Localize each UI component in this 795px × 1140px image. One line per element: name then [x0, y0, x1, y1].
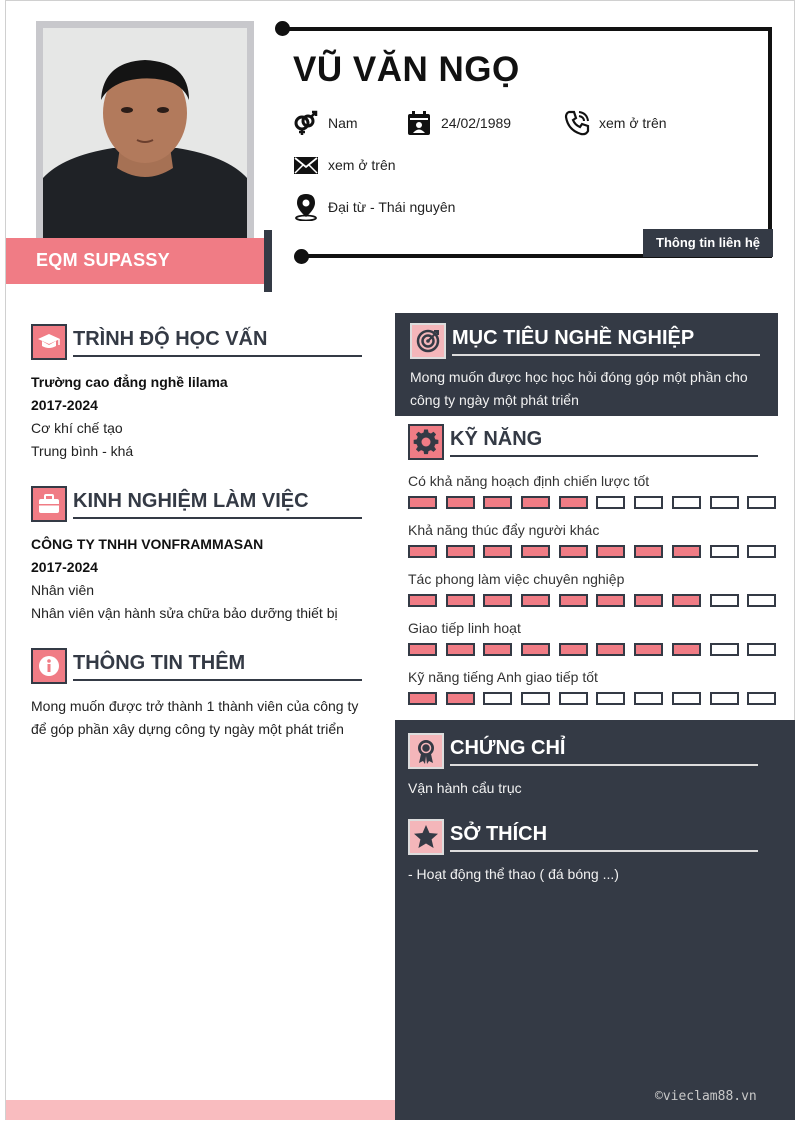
skill-segment-filled [634, 643, 663, 656]
experience-position: Nhân viên [31, 582, 95, 598]
avatar [43, 28, 247, 240]
skill-segment-filled [483, 643, 512, 656]
full-name: VŨ VĂN NGỌ [293, 50, 520, 89]
skill-segment-filled [672, 643, 701, 656]
skill-segment-filled [634, 594, 663, 607]
gear-icon [408, 424, 444, 460]
skill-segment-empty [634, 692, 663, 705]
calendar-icon [405, 109, 433, 137]
skill-segment-filled [483, 594, 512, 607]
skill-segment-filled [521, 594, 550, 607]
skill-segment-filled [521, 643, 550, 656]
skill-segment-filled [521, 496, 550, 509]
skill-segment-empty [747, 545, 776, 558]
skill-segment-filled [408, 496, 437, 509]
certificates-header [408, 733, 758, 769]
skill-segment-empty [596, 692, 625, 705]
watermark: ©vieclam88.vn [655, 1089, 757, 1104]
education-major: Cơ khí chế tạo [31, 420, 123, 436]
certificates-title: CHỨNG CHỈ [450, 737, 758, 766]
skill-segment-filled [483, 496, 512, 509]
experience-company: CÔNG TY TNHH VONFRAMMASAN [31, 536, 264, 552]
dob-info [405, 109, 511, 137]
brand-name: EQM SUPASSY [36, 250, 170, 270]
objective-text: Mong muốn được học học hỏi đóng góp một phần cho công ty ngày một phát triển [410, 369, 748, 408]
brand-accent [264, 230, 272, 292]
skill-segment-empty [710, 545, 739, 558]
skill-segment-filled [596, 643, 625, 656]
skill-segment-empty [559, 692, 588, 705]
email-info [292, 151, 396, 179]
education-school: Trường cao đẳng nghề lilama [31, 374, 228, 390]
skill-segment-filled [446, 594, 475, 607]
skill-segment-empty [747, 692, 776, 705]
hobbies-header [408, 819, 758, 855]
hobbies-title: SỞ THÍCH [450, 823, 758, 852]
header-top-line [282, 27, 772, 31]
skill-segment-empty [710, 594, 739, 607]
objective-title: MỤC TIÊU NGHỀ NGHIỆP [452, 327, 760, 356]
skill-segment-filled [446, 643, 475, 656]
graduation-cap-icon [31, 324, 67, 360]
header-bottom-dot [294, 249, 309, 264]
skill-segment-empty [747, 594, 776, 607]
additional-title: THÔNG TIN THÊM [73, 652, 362, 681]
skill-segment-filled [521, 545, 550, 558]
gender-info [292, 109, 358, 137]
skill-bar [408, 594, 785, 607]
skill-bar [408, 545, 785, 558]
skill-bar [408, 496, 785, 509]
skill-segment-filled [483, 545, 512, 558]
skill-segment-empty [483, 692, 512, 705]
experience-header [31, 486, 362, 522]
certificates-text: Vận hành cẩu trục [408, 780, 522, 796]
phone-icon [563, 109, 591, 137]
contact-tag: Thông tin liên hệ [643, 229, 773, 257]
skill-segment-empty [747, 643, 776, 656]
skill-segment-filled [559, 496, 588, 509]
skill-segment-empty [710, 496, 739, 509]
hobbies-text: - Hoạt động thể thao ( đá bóng ...) [408, 866, 619, 882]
header-right-line [768, 27, 772, 257]
target-icon [410, 323, 446, 359]
skill-segment-filled [408, 594, 437, 607]
skill-label: Khả năng thúc đẩy người khác [408, 522, 600, 538]
skill-segment-filled [408, 545, 437, 558]
skill-label: Kỹ năng tiếng Anh giao tiếp tốt [408, 669, 598, 685]
gender-icon [292, 109, 320, 137]
experience-title: KINH NGHIỆM LÀM VIỆC [73, 490, 362, 519]
education-grade: Trung bình - khá [31, 443, 134, 459]
skill-label: Giao tiếp linh hoạt [408, 620, 521, 636]
skill-segment-filled [672, 594, 701, 607]
experience-years: 2017-2024 [31, 559, 98, 575]
phone-value: xem ở trên [599, 115, 667, 131]
address-value: Đại từ - Thái nguyên [328, 199, 456, 215]
skill-label: Có khả năng hoạch định chiến lược tốt [408, 473, 650, 489]
skill-segment-filled [596, 594, 625, 607]
experience-description: Nhân viên vận hành sửa chữa bảo dưỡng thiết bị [31, 605, 338, 621]
envelope-icon [292, 151, 320, 179]
skill-segment-filled [446, 545, 475, 558]
skill-segment-empty [747, 496, 776, 509]
skills-title: KỸ NĂNG [450, 428, 758, 457]
skill-segment-empty [672, 692, 701, 705]
skill-segment-filled [559, 594, 588, 607]
skill-segment-filled [408, 643, 437, 656]
briefcase-icon [31, 486, 67, 522]
education-years: 2017-2024 [31, 397, 98, 413]
skill-segment-empty [710, 643, 739, 656]
additional-header [31, 648, 362, 684]
skill-segment-filled [596, 545, 625, 558]
location-pin-icon [292, 193, 320, 221]
email-value: xem ở trên [328, 157, 396, 173]
skill-segment-filled [446, 496, 475, 509]
skill-segment-empty [710, 692, 739, 705]
skill-segment-filled [559, 545, 588, 558]
info-icon [31, 648, 67, 684]
dob-value: 24/02/1989 [441, 115, 512, 131]
award-ribbon-icon [408, 733, 444, 769]
skill-segment-filled [634, 545, 663, 558]
skill-segment-empty [596, 496, 625, 509]
skills-header [408, 424, 758, 460]
phone-info [563, 109, 667, 137]
education-header [31, 324, 362, 360]
skill-segment-empty [521, 692, 550, 705]
objective-header [410, 323, 760, 359]
skill-label: Tác phong làm việc chuyên nghiệp [408, 571, 625, 587]
skill-bar [408, 692, 785, 705]
star-icon [408, 819, 444, 855]
skill-segment-empty [634, 496, 663, 509]
skill-segment-filled [559, 643, 588, 656]
skill-segment-filled [672, 545, 701, 558]
skill-segment-filled [446, 692, 475, 705]
additional-text: Mong muốn được trở thành 1 thành viên của công ty để góp phần xây dựng công ty ngày một phát triển [31, 698, 359, 737]
skill-segment-empty [672, 496, 701, 509]
header-top-dot [275, 21, 290, 36]
footer-accent-bar [6, 1100, 395, 1120]
address-info [292, 193, 455, 221]
education-title: TRÌNH ĐỘ HỌC VẤN [73, 328, 362, 357]
skill-segment-filled [408, 692, 437, 705]
skill-bar [408, 643, 785, 656]
gender-value: Nam [328, 115, 358, 131]
